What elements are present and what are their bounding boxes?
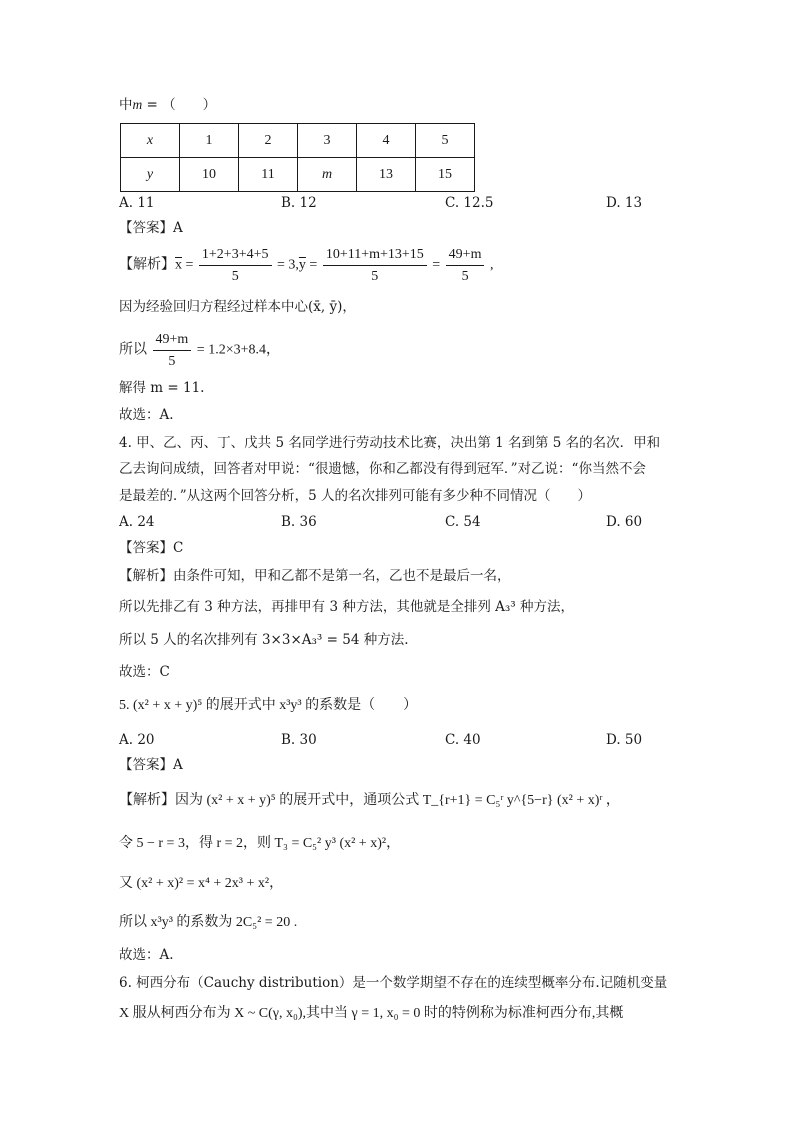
table-row-x: [121, 124, 475, 158]
q4-stem-3: 是最差的．”从这两个回答分析，5 人的名次排列可能有多少种不同情况（ ）: [119, 488, 592, 504]
option-b: B. 30: [281, 732, 317, 748]
intro-tail: = （ ）: [142, 97, 217, 113]
y-bar: $\overline{y}$: [298, 257, 306, 273]
denominator: 5: [168, 354, 176, 369]
line-tail: = 1.2×3+8.4，: [196, 342, 280, 358]
option-c: C. 12.5: [445, 195, 494, 211]
denominator: 5: [231, 269, 239, 284]
numerator: 10+11+m+13+15: [323, 246, 427, 266]
q4-analysis-2: 所以先排乙有 3 种方法，再排甲有 3 种方法，其他就是全排列 A₃³ 种方法，: [119, 599, 574, 615]
q4-answer: 【答案】C: [119, 540, 184, 556]
fraction: [323, 246, 427, 285]
option-c: C. 40: [445, 732, 481, 748]
eq-tail: = 3,: [277, 257, 299, 273]
denominator: 5: [461, 269, 469, 284]
q5-analysis-4: 所以 x³y³ 的系数为 2C₅² = 20 .: [119, 915, 298, 930]
table-cell: 5: [416, 124, 475, 158]
intro-var: m: [132, 97, 143, 112]
option-d: D. 50: [606, 732, 643, 748]
q5-answer: 【答案】A: [119, 757, 183, 773]
fraction: [199, 246, 272, 285]
table-cell: 2: [239, 124, 298, 158]
q3-analysis-line-3: [119, 331, 280, 370]
q6-stem-2: X 服从柯西分布为 X ~ C(γ, x₀),其中当 γ = 1, x₀ = 0 时的特例称为标准柯西分布,其概: [119, 1006, 624, 1021]
data-table: [120, 123, 475, 192]
table-cell: 4: [357, 124, 416, 158]
q3-analysis-line-4: 解得 m = 11.: [119, 380, 205, 396]
table-row-y: [121, 158, 475, 192]
q3-answer: 【答案】A: [119, 220, 183, 236]
q5-choice: 故选：A.: [119, 947, 174, 963]
q6-stem-1: 6. 柯西分布（Cauchy distribution）是一个数学期望不存在的连续型概率分布.记随机变量: [119, 975, 668, 991]
q4-stem-2: 乙去询问成绩，回答者对甲说：“很遗憾，你和乙都没有得到冠军．”对乙说：“你当然不会: [119, 461, 646, 477]
q3-options: [0, 194, 794, 212]
q5-analysis-1: 【解析】因为 (x² + x + y)⁵ 的展开式中，通项公式 T_{r+1} = C₅ʳ y^{5−r} (x² + x)ʳ ，: [119, 793, 620, 808]
x-label: x: [146, 132, 154, 148]
option-a: A. 20: [119, 732, 155, 748]
numerator: 1+2+3+4+5: [199, 246, 272, 266]
denominator: 5: [371, 269, 379, 284]
option-c: C. 54: [445, 514, 481, 530]
table-cell: 15: [416, 158, 475, 192]
option-d: D. 13: [606, 195, 643, 211]
line-prefix: 所以: [119, 342, 147, 358]
numerator: 49+m: [446, 246, 485, 266]
q5-options: [0, 731, 794, 749]
table-cell: [298, 158, 357, 192]
fraction: [153, 331, 192, 370]
option-b: B. 12: [281, 195, 317, 211]
fraction: [446, 246, 485, 285]
option-d: D. 60: [606, 514, 643, 530]
m-cell: m: [321, 166, 333, 182]
option-a: A. 24: [119, 514, 155, 530]
q3-choice: 故选：A.: [119, 407, 174, 423]
q4-options: [0, 513, 794, 531]
table-cell: 1: [180, 124, 239, 158]
numerator: 49+m: [153, 331, 192, 351]
table-cell: 3: [298, 124, 357, 158]
q4-analysis-3: 所以 5 人的名次排列有 3×3×A₃³ = 54 种方法.: [119, 632, 409, 648]
table-cell: 11: [239, 158, 298, 192]
table-cell: 10: [180, 158, 239, 192]
q4-choice: 故选：C: [119, 664, 170, 680]
table-cell: [121, 158, 180, 192]
y-label: y: [146, 166, 154, 182]
q3-analysis-line-1: 【解析】$\overline{x}$ = $\frac{1+2+3+4+5}{5}$ = $3,\overline{y}$ = $\frac{10+11+m+13+15}{5}$ = $\frac{49+m}{5}$ ,: [119, 247, 494, 284]
q5-analysis-2: 令 5 − r = 3，得 r = 2，则 T₃ = C₅² y³ (x² + x)²，: [119, 836, 401, 851]
option-a: A. 11: [119, 195, 155, 211]
x-bar: $\overline{x}$: [175, 257, 182, 273]
q3-analysis-line-2: 因为经验回归方程经过样本中心(x̄, ȳ)，: [119, 299, 356, 315]
table-cell: [121, 124, 180, 158]
question-3-stem-tail: [119, 96, 216, 114]
q4-stem-1: 4. 甲、乙、丙、丁、戊共 5 名同学进行劳动技术比赛，决出第 1 名到第 5 名的名次．甲和: [119, 435, 661, 451]
table-cell: 13: [357, 158, 416, 192]
q4-analysis-1: 【解析】由条件可知，甲和乙都不是第一名，乙也不是最后一名，: [119, 568, 511, 584]
analysis-label: 【解析】: [119, 257, 175, 273]
q5-stem: 5. (x² + x + y)⁵ 的展开式中 x³y³ 的系数是（ ）: [119, 698, 418, 713]
option-b: B. 36: [281, 514, 317, 530]
q5-analysis-3: 又 (x² + x)² = x⁴ + 2x³ + x²，: [119, 876, 284, 891]
intro-text: 中: [119, 97, 133, 113]
